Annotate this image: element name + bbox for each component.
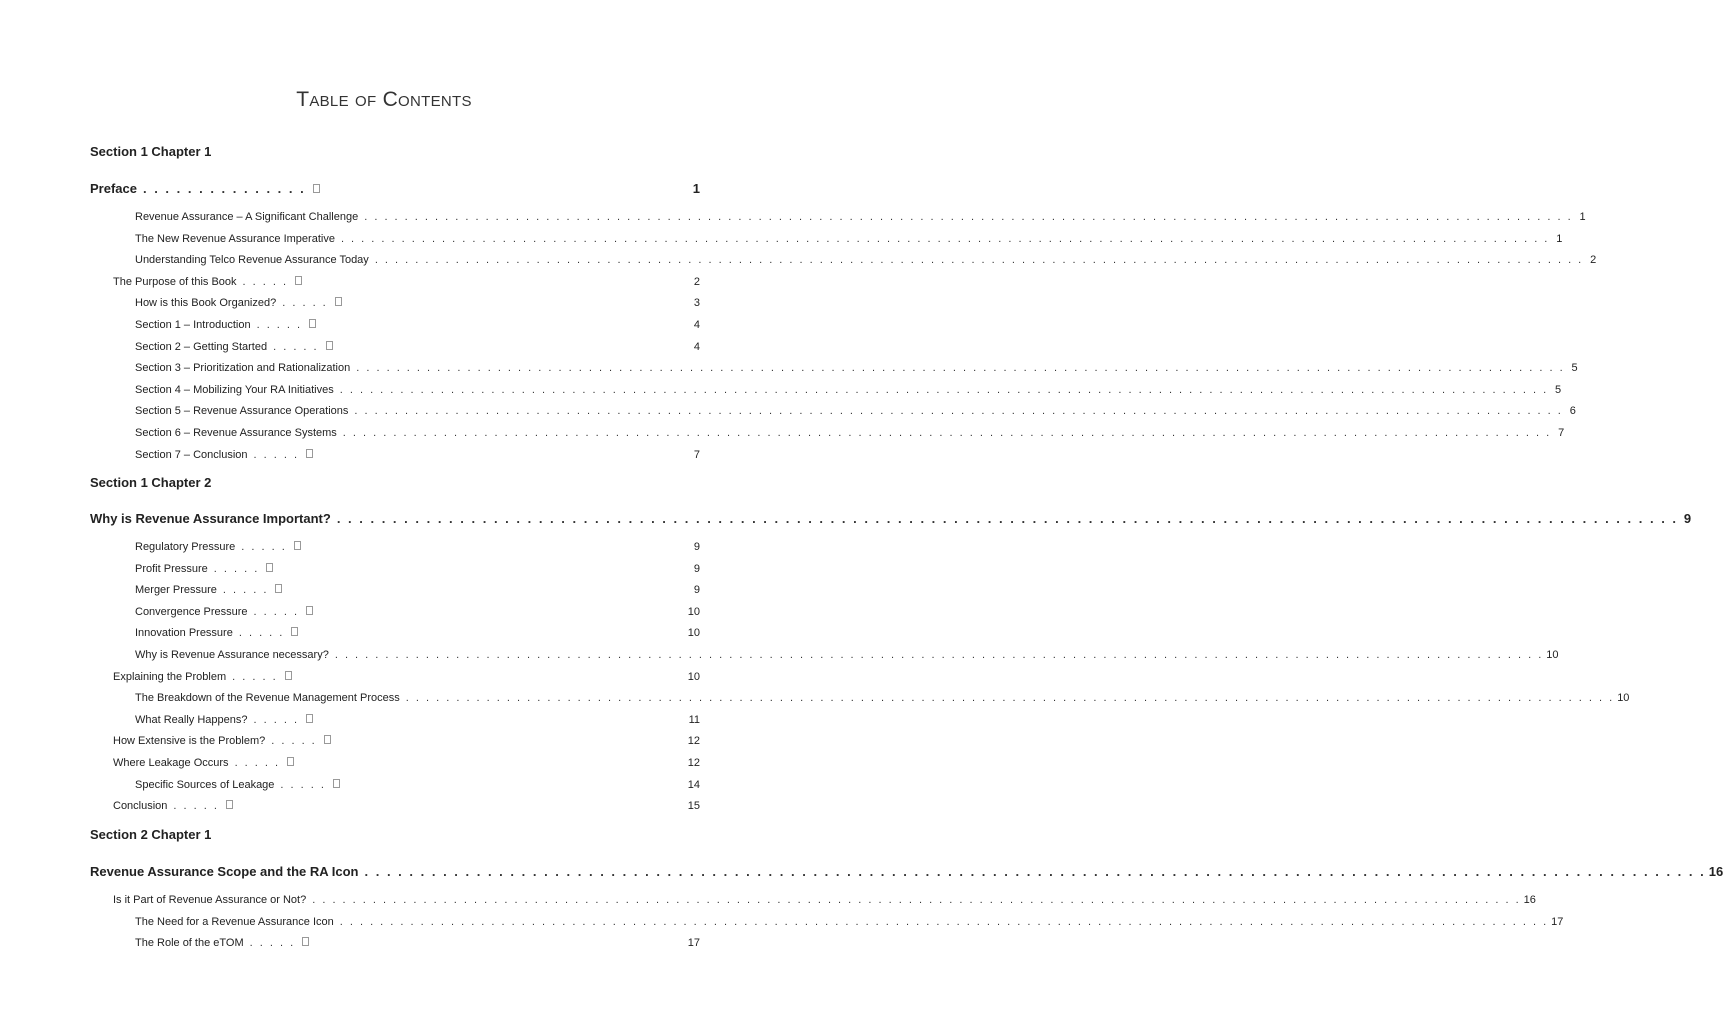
missing-glyph-icon [291, 627, 298, 636]
dot-leader: . . . . . [173, 800, 219, 813]
missing-glyph-icon [309, 319, 316, 328]
dot-leader: . . . . . . . . . . . . . . . [142, 181, 306, 196]
toc-entry-title: Convergence Pressure [135, 605, 248, 618]
toc-entry[interactable] [135, 627, 700, 639]
toc-entry[interactable] [113, 276, 700, 288]
dot-leader: . . . . . [232, 670, 278, 683]
toc-page-number: 1 [692, 181, 700, 196]
missing-glyph-icon [326, 341, 333, 350]
toc-entry-title: The Role of the eTOM [135, 937, 244, 950]
toc-entry-title: Is it Part of Revenue Assurance or Not? [113, 894, 307, 906]
toc-entry-title: Preface [90, 181, 137, 196]
toc-page-number: 17 [1551, 915, 1564, 928]
toc-entry-title: The Need for a Revenue Assurance Icon [135, 915, 334, 928]
toc-entry[interactable] [135, 405, 1576, 418]
toc-entry-title: Explaining the Problem [113, 670, 227, 683]
toc-entry[interactable] [135, 211, 1586, 223]
dot-leader: . . . . . . . . . . . . . . . . . . . . . . . . . . . . . . . . . . . . . . . . . . . . . . . . . . . . . . . . . . . . . . . . . . . . . . . . . . . . . . . . . . . . . . . . . . . . . . . . . . . . . . . . . . . . . . . . . . . . . . . . [374, 254, 1584, 267]
toc-chapter-entry[interactable] [90, 181, 700, 196]
toc-entry-title: What Really Happens? [135, 713, 248, 726]
dot-leader: . . . . . . . . . . . . . . . . . . . . . . . . . . . . . . . . . . . . . . . . . . . . . . . . . . . . . . . . . . . . . . . . . . . . . . . . . . . . . . . . . . . . . . . . . . . . . . . . . . . . . . . . . . . . . . . . . . . . . . . . [339, 383, 1549, 396]
toc-page-number: 5 [1571, 362, 1578, 375]
dot-leader: . . . . . . . . . . . . . . . . . . . . . . . . . . . . . . . . . . . . . . . . . . . . . . . . . . . . . . . . . . . . . . . . . . . . . . . . . . . . . . . . . . . . . . . . . . . . . . . . . . . . . . . . . . . . . . . . . . . . . . . . [364, 211, 1573, 223]
dot-leader: . . . . . [280, 778, 326, 791]
toc-entry-title: Profit Pressure [135, 562, 208, 575]
toc-page-number: 10 [687, 605, 700, 618]
toc-entry[interactable] [135, 779, 700, 791]
toc-page-number: 12 [687, 735, 700, 748]
dot-leader: . . . . . [282, 297, 328, 310]
page-title: Table of Contents [296, 88, 472, 111]
toc-entry[interactable] [135, 606, 700, 618]
toc-entry-title: Section 4 – Mobilizing Your RA Initiatives [135, 383, 334, 396]
toc-entry[interactable] [135, 541, 700, 553]
toc-page-number: 17 [687, 937, 700, 950]
toc-entry[interactable] [135, 449, 700, 461]
dot-leader: . . . . . [249, 937, 296, 950]
toc-entry-title: Regulatory Pressure [135, 541, 236, 553]
toc-entry[interactable] [113, 671, 700, 683]
missing-glyph-icon [313, 184, 320, 193]
toc-page-number: 16 [1523, 894, 1536, 906]
toc-entry[interactable] [135, 649, 1559, 661]
toc-entry[interactable] [135, 427, 1565, 439]
toc-entry-title: The Breakdown of the Revenue Management Process [135, 692, 400, 705]
toc-entry-title: Why is Revenue Assurance necessary? [135, 649, 329, 661]
toc-entry-title: Revenue Assurance Scope and the RA Icon [90, 864, 359, 879]
dot-leader: . . . . . [253, 713, 300, 726]
toc-page-number: 7 [693, 448, 700, 461]
toc-page-number: 16 [1708, 864, 1723, 879]
toc-entry-title: Section 3 – Prioritization and Rationalization [135, 362, 351, 375]
dot-leader: . . . . . [271, 735, 317, 748]
toc-page-number: 9 [1683, 511, 1692, 526]
dot-leader: . . . . . . . . . . . . . . . . . . . . . . . . . . . . . . . . . . . . . . . . . . . . . . . . . . . . . . . . . . . . . . . . . . . . . . . . . . . . . . . . . . . . . . . . . . . . . . . . . . . . . . . . . . . . . . . . . . . . . . . . [342, 427, 1552, 439]
toc-entry-title: Understanding Telco Revenue Assurance Today [135, 254, 369, 267]
toc-entry[interactable] [135, 692, 1630, 705]
toc-entry[interactable] [113, 735, 700, 747]
toc-entry[interactable] [135, 383, 1562, 396]
toc-entry-title: The New Revenue Assurance Imperative [135, 232, 335, 245]
dot-leader: . . . . . [238, 627, 285, 640]
dot-leader: . . . . . [222, 584, 269, 597]
toc-entry-title: Why is Revenue Assurance Important? [90, 511, 331, 526]
toc-page-number: 2 [1590, 254, 1597, 267]
toc-entry-title: Conclusion [113, 800, 168, 813]
toc-entry[interactable] [135, 937, 700, 949]
toc-page-number: 5 [1555, 383, 1562, 396]
missing-glyph-icon [294, 541, 301, 550]
dot-leader: . . . . . [253, 448, 300, 461]
toc-page-number: 9 [693, 562, 700, 575]
toc-entry[interactable] [135, 254, 1597, 267]
toc-page-number: 9 [693, 584, 700, 597]
toc-page-number: 10 [687, 627, 700, 640]
toc-entry-title: Innovation Pressure [135, 627, 233, 640]
toc-entry-title: How Extensive is the Problem? [113, 735, 266, 748]
dot-leader: . . . . . . . . . . . . . . . . . . . . . . . . . . . . . . . . . . . . . . . . . . . . . . . . . . . . . . . . . . . . . . . . . . . . . . . . . . . . . . . . . . . . . . . . . . . . . . . . . . . . . . . . . . . . . . . . . . . . . . . . [364, 864, 1706, 879]
dot-leader: . . . . . . . . . . . . . . . . . . . . . . . . . . . . . . . . . . . . . . . . . . . . . . . . . . . . . . . . . . . . . . . . . . . . . . . . . . . . . . . . . . . . . . . . . . . . . . . . . . . . . . . . . . . . . . . . . . . . . . . . [339, 915, 1549, 928]
missing-glyph-icon [333, 779, 340, 788]
toc-entry[interactable] [135, 714, 700, 726]
toc-page-number: 10 [687, 670, 700, 683]
toc-page-number: 4 [693, 340, 700, 353]
toc-entry-title: Section 6 – Revenue Assurance Systems [135, 427, 337, 439]
toc-page-number: 1 [1556, 232, 1563, 245]
toc-page-number: 2 [693, 275, 700, 288]
missing-glyph-icon [266, 563, 273, 572]
toc-entry-title: Revenue Assurance – A Significant Challenge [135, 211, 359, 223]
missing-glyph-icon [335, 297, 342, 306]
missing-glyph-icon [285, 671, 292, 680]
toc-entry-title: Merger Pressure [135, 584, 217, 597]
dot-leader: . . . . . . . . . . . . . . . . . . . . . . . . . . . . . . . . . . . . . . . . . . . . . . . . . . . . . . . . . . . . . . . . . . . . . . . . . . . . . . . . . . . . . . . . . . . . . . . . . . . . . . . . . . . . . . . . . . . . . . . . [340, 232, 1550, 245]
missing-glyph-icon [324, 735, 331, 744]
toc-entry-title: Section 1 – Introduction [135, 319, 251, 331]
dot-leader: . . . . . . . . . . . . . . . . . . . . . . . . . . . . . . . . . . . . . . . . . . . . . . . . . . . . . . . . . . . . . . . . . . . . . . . . . . . . . . . . . . . . . . . . . . . . . . . . . . . . . . . . . . . . . . . . . . . . . . . . [354, 405, 1563, 418]
missing-glyph-icon [275, 584, 282, 593]
missing-glyph-icon [306, 606, 313, 615]
missing-glyph-icon [287, 757, 294, 766]
toc-entry[interactable] [135, 297, 700, 309]
toc-entry-title: Section 2 – Getting Started [135, 340, 268, 353]
toc-entry[interactable] [113, 757, 700, 769]
dot-leader: . . . . . . . . . . . . . . . . . . . . . . . . . . . . . . . . . . . . . . . . . . . . . . . . . . . . . . . . . . . . . . . . . . . . . . . . . . . . . . . . . . . . . . . . . . . . . . . . . . . . . . . . . . . . . . . . . . . . . . . . [356, 362, 1565, 375]
dot-leader: . . . . . [213, 562, 260, 575]
toc-entry[interactable] [113, 800, 700, 812]
toc-chapter-entry[interactable] [90, 864, 1723, 879]
missing-glyph-icon [306, 714, 313, 723]
toc-entry[interactable] [135, 362, 1578, 375]
toc-page-number: 3 [693, 297, 700, 310]
toc-entry-title: The Purpose of this Book [113, 275, 237, 288]
toc-page-number: 14 [687, 778, 700, 791]
missing-glyph-icon [302, 937, 309, 946]
toc-page-number: 15 [687, 800, 700, 813]
dot-leader: . . . . . [241, 541, 287, 553]
toc-entry[interactable] [135, 232, 1563, 245]
toc-page-number: 10 [1546, 649, 1559, 661]
dot-leader: . . . . . [273, 340, 319, 353]
toc-entry[interactable] [135, 915, 1564, 928]
toc-page-number: 7 [1558, 427, 1565, 439]
toc-entry[interactable] [135, 341, 700, 353]
toc-page-number: 11 [688, 713, 700, 726]
dot-leader: . . . . . [242, 275, 289, 288]
toc-page-number: 1 [1579, 211, 1586, 223]
dot-leader: . . . . . [253, 605, 300, 618]
toc-entry-title: Specific Sources of Leakage [135, 778, 275, 791]
toc-page-number: 4 [693, 319, 700, 331]
dot-leader: . . . . . [256, 319, 303, 331]
section-label: Section 1 Chapter 1 [90, 144, 212, 159]
toc-entry[interactable] [135, 563, 700, 575]
dot-leader: . . . . . . . . . . . . . . . . . . . . . . . . . . . . . . . . . . . . . . . . . . . . . . . . . . . . . . . . . . . . . . . . . . . . . . . . . . . . . . . . . . . . . . . . . . . . . . . . . . . . . . . . . . . . . . . . . . . . . . . . [312, 894, 1521, 906]
section-label: Section 1 Chapter 2 [90, 475, 212, 490]
section-label: Section 2 Chapter 1 [90, 827, 212, 842]
missing-glyph-icon [306, 449, 313, 458]
dot-leader: . . . . . . . . . . . . . . . . . . . . . . . . . . . . . . . . . . . . . . . . . . . . . . . . . . . . . . . . . . . . . . . . . . . . . . . . . . . . . . . . . . . . . . . . . . . . . . . . . . . . . . . . . . . . . . . . . . . . . . . . [405, 692, 1615, 705]
toc-entry[interactable] [113, 894, 1536, 906]
missing-glyph-icon [226, 800, 233, 809]
missing-glyph-icon [295, 276, 302, 285]
dot-leader: . . . . . . . . . . . . . . . . . . . . . . . . . . . . . . . . . . . . . . . . . . . . . . . . . . . . . . . . . . . . . . . . . . . . . . . . . . . . . . . . . . . . . . . . . . . . . . . . . . . . . . . . . . . . . . . . . . . . . . . . [334, 649, 1544, 661]
toc-entry-title: Section 7 – Conclusion [135, 448, 248, 461]
toc-page-number: 10 [1617, 692, 1630, 705]
dot-leader: . . . . . [234, 757, 281, 769]
toc-entry-title: Section 5 – Revenue Assurance Operations [135, 405, 349, 418]
toc-page-number: 6 [1569, 405, 1576, 418]
toc-entry-title: Where Leakage Occurs [113, 757, 229, 769]
toc-page-number: 12 [687, 757, 700, 769]
toc-page-number: 9 [693, 541, 700, 553]
dot-leader: . . . . . . . . . . . . . . . . . . . . . . . . . . . . . . . . . . . . . . . . . . . . . . . . . . . . . . . . . . . . . . . . . . . . . . . . . . . . . . . . . . . . . . . . . . . . . . . . . . . . . . . . . . . . . . . . . . . . . . . . [336, 511, 1679, 526]
toc-entry[interactable] [135, 319, 700, 331]
toc-entry[interactable] [135, 584, 700, 596]
toc-chapter-entry[interactable] [90, 511, 1692, 526]
toc-entry-title: How is this Book Organized? [135, 297, 277, 310]
